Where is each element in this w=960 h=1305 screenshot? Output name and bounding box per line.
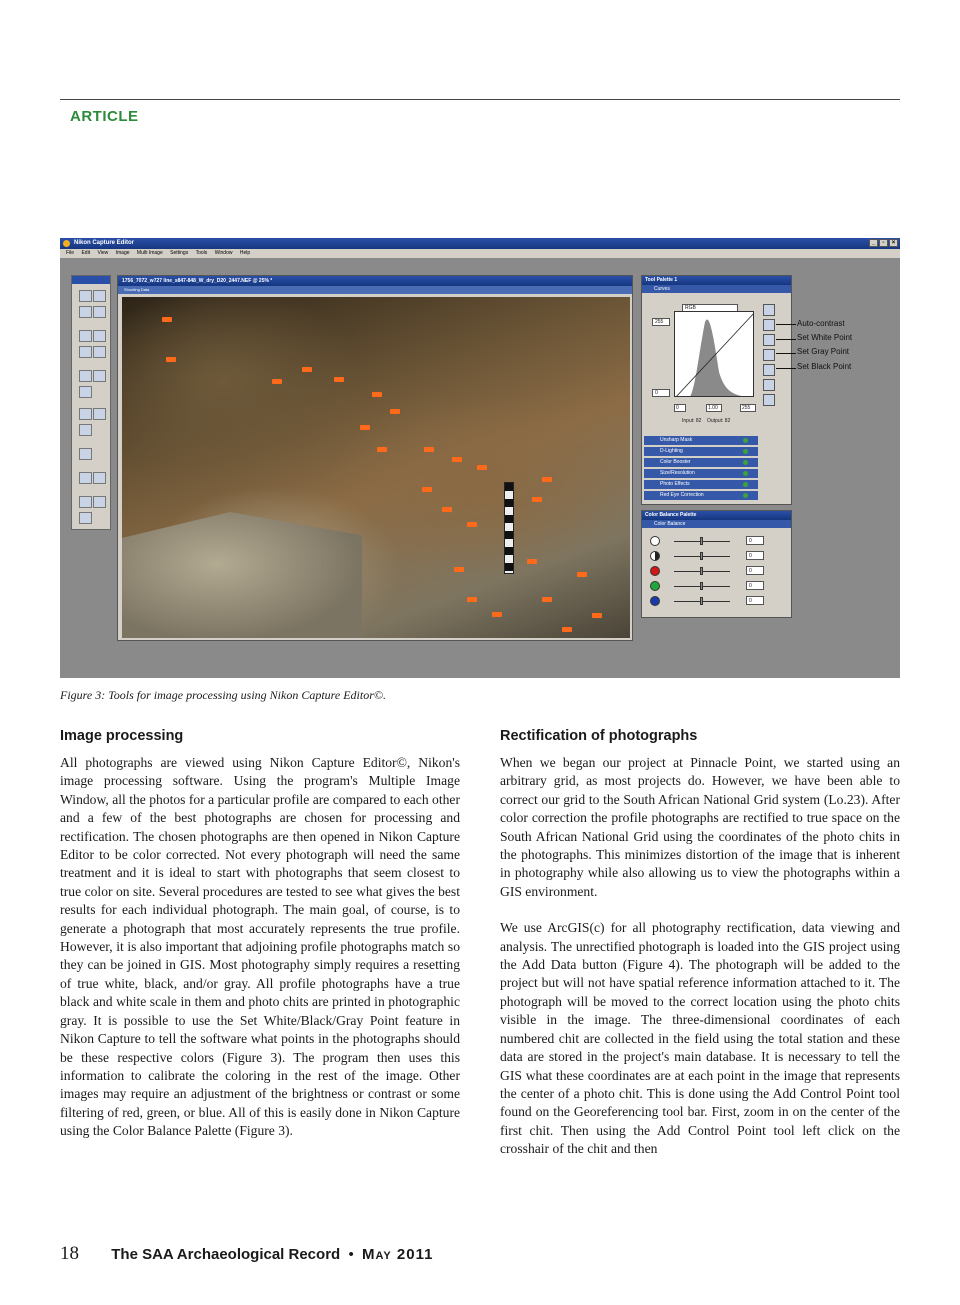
print-icon xyxy=(79,306,92,318)
right-column xyxy=(500,754,900,1177)
channel-select: RGB xyxy=(682,304,738,312)
slider-knob xyxy=(700,597,703,605)
photo-chit xyxy=(467,597,477,602)
help-icon xyxy=(93,472,106,484)
page-number: 18 xyxy=(60,1243,79,1264)
photo-chit xyxy=(442,507,452,512)
toolbox-panel xyxy=(71,275,111,530)
page-footer xyxy=(60,1243,433,1265)
publication-title: The SAA Archaeological Record xyxy=(111,1246,341,1263)
excavation-profile-photo xyxy=(122,297,630,638)
green-value: 0 xyxy=(746,581,764,590)
blue-row xyxy=(650,595,762,607)
menu-window: Window xyxy=(214,250,233,256)
input-high: 255 xyxy=(740,404,756,412)
close-icon: × xyxy=(889,239,898,247)
window-controls xyxy=(869,239,898,247)
photo-chit xyxy=(562,627,572,632)
figure-caption: Figure 3: Tools for image processing using Nikon Capture Editor©. xyxy=(60,688,387,702)
red-row xyxy=(650,565,762,577)
footer-bullet: • xyxy=(348,1246,354,1263)
eye-icon xyxy=(79,512,92,524)
undo-icon xyxy=(79,346,92,358)
callout-line xyxy=(776,324,796,325)
gray-point-eyedropper-icon xyxy=(763,349,775,361)
photo-chit xyxy=(454,567,464,572)
curve-top-value: 255 xyxy=(652,318,670,326)
brightness-row xyxy=(650,535,762,547)
photo-chit xyxy=(467,522,477,527)
photo-chit xyxy=(302,367,312,372)
tool-palette xyxy=(641,275,792,505)
stop-icon xyxy=(79,472,92,484)
palette-row-color-booster: Color Booster xyxy=(644,458,758,467)
menu-view: View xyxy=(97,250,109,256)
enabled-dot-icon xyxy=(743,482,748,487)
zoom-icon xyxy=(93,370,106,382)
enabled-dot-icon xyxy=(743,449,748,454)
restore-icon: ▫ xyxy=(879,239,888,247)
slider-knob xyxy=(700,567,703,575)
heading-rectification: Rectification of photographs xyxy=(500,728,698,744)
callout-set-gray-point: Set Gray Point xyxy=(797,347,850,356)
body-paragraph: All photographs are viewed using Nikon Capture Editor©, Nikon's image processing software. Using the program's Multiple Image Window, all the photos for a particular profile are compared to each other and a few of the best photographs are chosen for processing and rectification. The chosen photographs are then opened in Nikon Capture Editor to be color corrected. Not every photograph will need the same treatment and it is ideal to start with photographs that seem closest to true color on site. Several procedures are tested to see what gives the best results for each individual photograph. The main goal, of course, is to generate a photograph that most accurately represents the true profile. However, it is also important that adjoining profile photographs match so they can be joined in GIS. Most photography simply requires a resetting of true white, black, and/or gray. All profile photographs have a true black and white scale in them and photo chits are printed in photographic gray. It is possible to use the Set White/Black/Gray Point feature in Nikon Capture to tell the software what points in the photographs should be these respective colors (Figure 3). The program then uses this information to calibrate the coloring in the rest of the image. Other images may require an adjustment of the brightness or contrast or some filtering of red, green, or blue. All of this is easily done in Nikon Capture using the Color Balance Palette (Figure 3). xyxy=(60,755,460,1139)
photo-chit xyxy=(372,392,382,397)
histogram-graph xyxy=(675,312,754,397)
photo-chit xyxy=(542,477,552,482)
menu-help: Help xyxy=(239,250,251,256)
photo-chit xyxy=(532,497,542,502)
slider-knob xyxy=(700,552,703,560)
app-title-bar xyxy=(60,238,900,249)
anchor-point-icon xyxy=(763,379,775,391)
settings-icon xyxy=(79,496,92,508)
green-channel-icon xyxy=(650,581,660,591)
callout-auto-contrast: Auto-contrast xyxy=(797,319,845,328)
color-balance-title: Color Balance Palette xyxy=(642,511,791,520)
palette-row-unsharp-mask: Unsharp Mask xyxy=(644,436,758,445)
menu-bar xyxy=(60,249,900,258)
photo-chit xyxy=(390,409,400,414)
brightness-value: 0 xyxy=(746,536,764,545)
photo-chit xyxy=(452,457,462,462)
rotate-right-icon xyxy=(93,330,106,342)
photo-chit xyxy=(422,487,432,492)
curves-histogram xyxy=(674,311,754,397)
reset-curve-icon xyxy=(763,394,775,406)
auto-contrast-icon xyxy=(763,319,775,331)
green-row xyxy=(650,580,762,592)
photo-chit xyxy=(577,572,587,577)
callout-line xyxy=(776,368,796,369)
app-logo-icon xyxy=(63,240,70,247)
slider-knob xyxy=(700,582,703,590)
body-paragraph: When we began our project at Pinnacle Point, we started using an arbitrary grid, as most projects do. However, we have been able to correct our grid to the South African National Grid system (Lo.23). After color correction the profile photographs are rectified to true space on the South African National Grid using the coordinates of the photo chits in the photographs. This minimizes distortion of the image that is inherent in photography while also allowing us to view the photographs within a GIS environment. xyxy=(500,755,900,899)
photo-chit xyxy=(166,357,176,362)
callout-set-black-point: Set Black Point xyxy=(797,362,852,371)
palette-row-d-lighting: D-Lighting xyxy=(644,447,758,456)
minimize-icon: _ xyxy=(869,239,878,247)
left-column xyxy=(60,754,460,1159)
save-icon xyxy=(93,290,106,302)
blue-value: 0 xyxy=(746,596,764,605)
issue-date: May 2011 xyxy=(361,1246,434,1263)
redo-icon xyxy=(93,346,106,358)
slider-knob xyxy=(700,537,703,545)
color-balance-header: Color Balance xyxy=(642,520,791,528)
menu-tools: Tools xyxy=(195,250,208,256)
crop-icon xyxy=(79,408,92,420)
enabled-dot-icon xyxy=(743,460,748,465)
photo-chit xyxy=(162,317,172,322)
red-value: 0 xyxy=(746,566,764,575)
menu-image: Image xyxy=(115,250,130,256)
callout-set-white-point: Set White Point xyxy=(797,333,853,342)
input-low: 0 xyxy=(674,404,686,412)
copy-icon xyxy=(93,306,106,318)
curve-tool-icon xyxy=(763,304,775,316)
enabled-dot-icon xyxy=(743,471,748,476)
open-icon xyxy=(79,290,92,302)
photo-chit xyxy=(424,447,434,452)
figure-screenshot xyxy=(60,238,900,678)
curve-bottom-value: 0 xyxy=(652,389,670,397)
heading-image-processing: Image processing xyxy=(60,728,184,744)
palette-row-size-resolution: Size/Resolution xyxy=(644,469,758,478)
callout-line xyxy=(776,339,796,340)
body-paragraph: We use ArcGIS(c) for all photography rectification, data viewing and analysis. The unrectified photograph is loaded into the GIS project using the Add Data button (Figure 4). The photograph will be added to the project but will not have spatial reference information attached to it. The photograph will be moved to the correct location using the photo chits visible in the image. The three-dimensional coordinates of each numbered chit are collected in the field using the total station and these data are stored in the project's main database. It is necessary to tell the GIS what these coordinates are at each point in the image that represents the center of a photo chit. This is done using the Add Control Point tool found on the Georeferencing tool bar. First, zoom in on the center of the first chit. Then using the Add Control Point tool left click on the crosshair of the chit and then xyxy=(500,920,900,1157)
tool-palette-title: Tool Palette 1 xyxy=(642,276,791,285)
photo-chit xyxy=(542,597,552,602)
enabled-dot-icon xyxy=(743,493,748,498)
palette-row-red-eye-correction: Red Eye Correction xyxy=(644,491,758,500)
white-point-eyedropper-icon xyxy=(763,334,775,346)
contrast-row xyxy=(650,550,762,562)
compare-icon xyxy=(93,496,106,508)
select-icon xyxy=(79,370,92,382)
blue-channel-icon xyxy=(650,596,660,606)
photo-chit xyxy=(477,465,487,470)
contrast-icon xyxy=(650,551,660,561)
menu-multi-image: Multi Image xyxy=(136,250,163,256)
photo-chit xyxy=(527,559,537,564)
enabled-dot-icon xyxy=(743,438,748,443)
menu-file: File xyxy=(66,250,75,256)
image-window-subbar: Shooting Data xyxy=(118,286,632,294)
rock-outcrop xyxy=(122,512,362,638)
section-label: ARTICLE xyxy=(70,108,139,125)
straighten-icon xyxy=(93,408,106,420)
menu-settings: Settings xyxy=(170,250,189,256)
photo-chit xyxy=(492,612,502,617)
app-title: Nikon Capture Editor xyxy=(74,240,135,246)
black-point-eyedropper-icon xyxy=(763,364,775,376)
callout-line xyxy=(776,353,796,354)
rotate-left-icon xyxy=(79,330,92,342)
color-balance-palette xyxy=(641,510,792,618)
photo-chit xyxy=(377,447,387,452)
header-rule xyxy=(60,99,900,100)
camera-icon xyxy=(79,448,92,460)
curves-header: Curves xyxy=(642,285,791,293)
photo-chit xyxy=(334,377,344,382)
input-output-readout: Input: 82 Output: 82 xyxy=(682,418,731,424)
hand-icon xyxy=(79,386,92,398)
photo-chit xyxy=(360,425,370,430)
brush-icon xyxy=(79,424,92,436)
image-window xyxy=(117,275,633,641)
gamma-value: 1.00 xyxy=(706,404,722,412)
contrast-value: 0 xyxy=(746,551,764,560)
photo-scale-bar xyxy=(504,482,514,574)
photo-chit xyxy=(272,379,282,384)
image-window-title: 1756_7072_w727 line_s847-848_W_dry_D20_2447.NEF @ 25% * xyxy=(118,276,632,286)
menu-edit: Edit xyxy=(81,250,91,256)
photo-chit xyxy=(592,613,602,618)
palette-row-photo-effects: Photo Effects xyxy=(644,480,758,489)
brightness-icon xyxy=(650,536,660,546)
red-channel-icon xyxy=(650,566,660,576)
